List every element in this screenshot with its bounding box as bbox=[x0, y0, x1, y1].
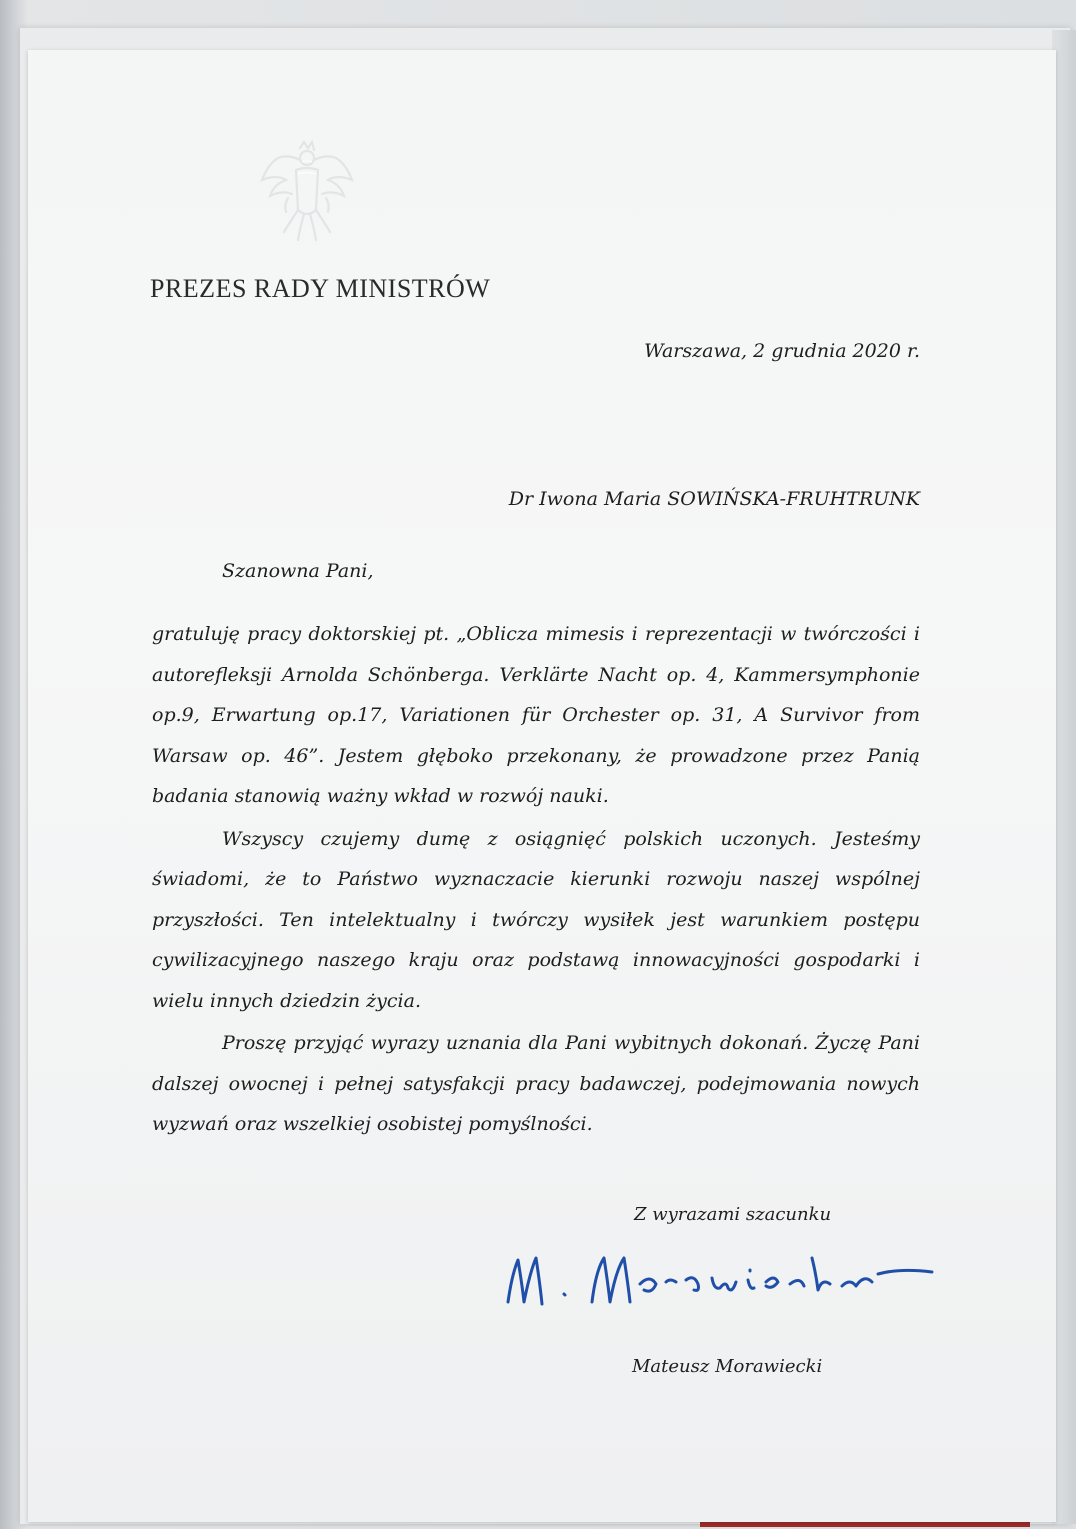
embossed-eagle-icon bbox=[248, 140, 366, 252]
paragraph-1: gratuluję pracy doktorskiej pt. „Oblicza mimesis i reprezentacji w twórczości i autorefleksji Arnolda Schönberga. Verklärte Nacht op. 4, Kammersymphonie op.9, Erwartung op.17, Variationen für Orchester op. 31, A Survivor from Warsaw op. 46”. Jestem głęboko przekonany, że prowadzone przez Panią badania stanowią ważny wkład w rozwój nauki. bbox=[152, 623, 920, 807]
signatory-name: Mateusz Morawiecki bbox=[632, 1356, 823, 1377]
letter-body bbox=[152, 614, 920, 1145]
paragraph-2: Wszyscy czujemy dumę z osiągnięć polskich uczonych. Jesteśmy świadomi, że to Państwo wyznaczacie kierunki rozwoju naszej wspólnej przyszłości. Ten intelektualny i twórczy wysiłek jest warunkiem postępu cywilizacyjnego naszego kraju oraz podstawą innowacyjności gospodarki i wielu innych dziedzin życia. bbox=[152, 827, 920, 1012]
handwritten-signature bbox=[500, 1244, 940, 1314]
recipient-name: Dr Iwona Maria SOWIŃSKA-FRUHTRUNK bbox=[508, 488, 920, 510]
paragraph-3: Proszę przyjąć wyrazy uznania dla Pani wybitnych dokonań. Życzę Pani dalszej owocnej i pełnej satysfakcji pracy badawczej, podejmowania nowych wyzwań oraz wszelkiej osobistej pomyślności. bbox=[152, 1032, 920, 1135]
office-title: PREZES RADY MINISTRÓW bbox=[150, 274, 491, 303]
letter-date: Warszawa, 2 grudnia 2020 r. bbox=[644, 340, 920, 362]
salutation: Szanowna Pani, bbox=[222, 560, 374, 582]
closing-phrase: Z wyrazami szacunku bbox=[634, 1204, 832, 1225]
